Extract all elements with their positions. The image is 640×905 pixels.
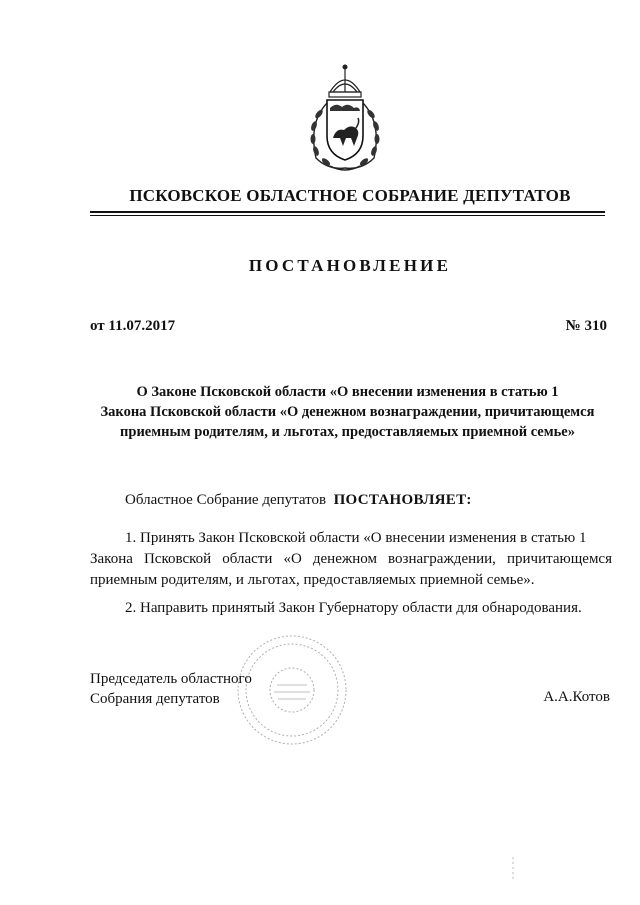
header-divider xyxy=(90,211,605,213)
document-number: № 310 xyxy=(565,318,607,334)
document-date: от 11.07.2017 xyxy=(90,318,176,334)
subject-line: О Законе Псковской области «О внесении изменения в статью 1 xyxy=(136,384,559,400)
preamble-text: Областное Собрание депутатов xyxy=(125,492,327,508)
signatory-position-line-1: Председатель областного xyxy=(90,671,252,687)
coat-of-arms-icon xyxy=(300,62,390,174)
signatory-name: А.А.Котов xyxy=(543,689,610,705)
header-divider-thin xyxy=(90,215,605,216)
signatory-position-line-2: Собрания депутатов xyxy=(90,691,220,707)
subject-line: приемным родителям, и льготах, предоставляемых приемной семье» xyxy=(120,424,575,440)
preamble xyxy=(125,492,472,509)
signatory-position xyxy=(90,669,252,709)
preamble-keyword: ПОСТАНОВЛЯЕТ: xyxy=(333,492,472,508)
resolution-item-1 xyxy=(90,528,612,591)
document-subject xyxy=(75,382,620,442)
item-1-first-line: 1. Принять Закон Псковской области «О внесении изменения в статью 1 xyxy=(125,530,587,546)
resolution-item-2: 2. Направить принятый Закон Губернатору области для обнародования. xyxy=(125,600,582,616)
subject-line: Закона Псковской области «О денежном вознаграждении, причитающемся xyxy=(100,404,595,420)
organization-title: ПСКОВСКОЕ ОБЛАСТНОЕ СОБРАНИЕ ДЕПУТАТОВ xyxy=(129,186,571,205)
item-1-rest: Закона Псковской области «О денежном вознаграждении, причитающемся приемным родителям, и льготах, предоставляемых приемной семье». xyxy=(90,551,612,588)
margin-mark xyxy=(510,857,516,879)
document-type-heading: ПОСТАНОВЛЕНИЕ xyxy=(248,256,452,275)
